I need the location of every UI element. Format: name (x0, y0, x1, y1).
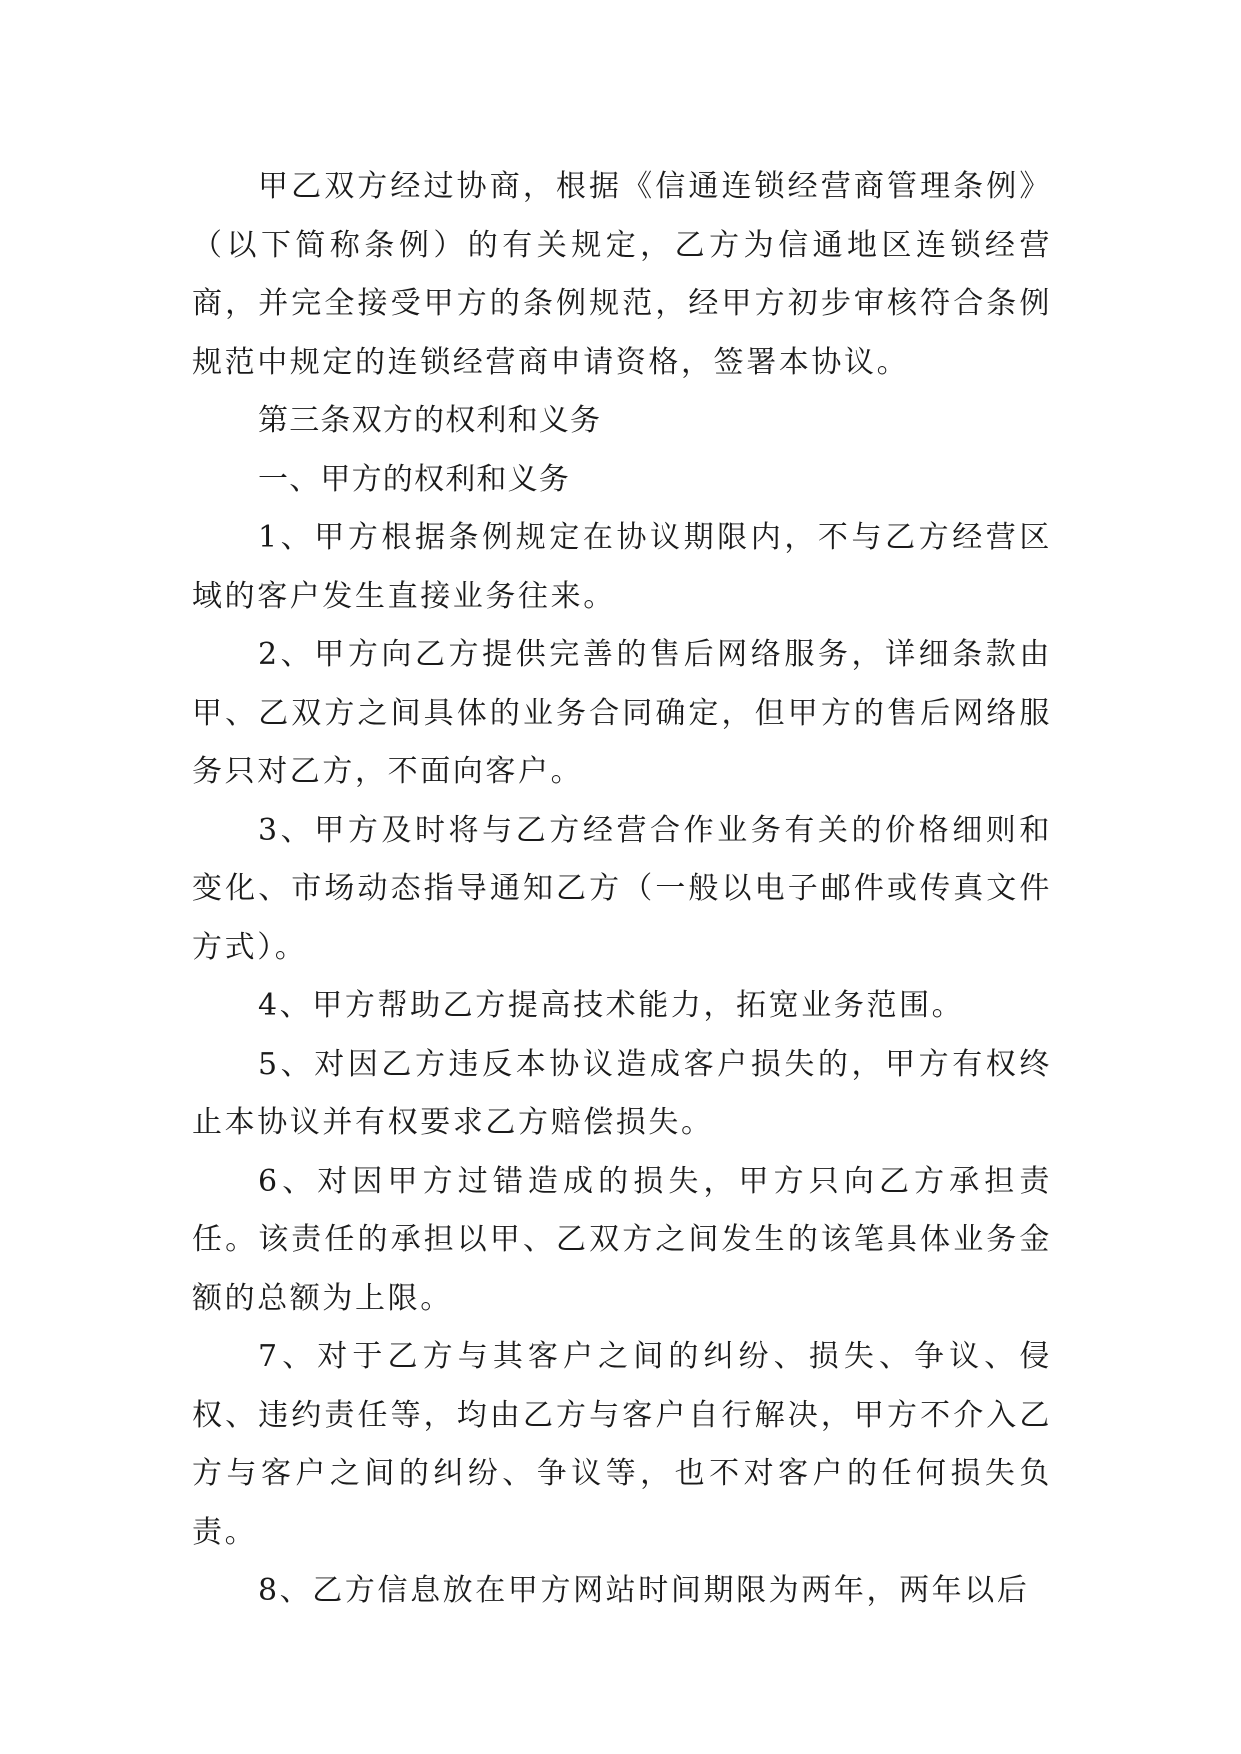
intro-paragraph: 甲乙双方经过协商，根据《信通连锁经营商管理条例》（以下简称条例）的有关规定，乙方为信通地区连锁经营商，并完全接受甲方的条例规范，经甲方初步审核符合条例规范中规定的连锁经营商申请资格，签署本协议。 (192, 169, 1052, 380)
clause-7: 7、对于乙方与其客户之间的纠纷、损失、争议、侵权、违约责任等，均由乙方与客户自行解决，甲方不介入乙方与客户之间的纠纷、争议等，也不对客户的任何损失负责。 (192, 1339, 1052, 1550)
clause-2: 2、甲方向乙方提供完善的售后网络服务，详细条款由甲、乙双方之间具体的业务合同确定，但甲方的售后网络服务只对乙方，不面向客户。 (192, 637, 1052, 789)
clause-1: 1、甲方根据条例规定在协议期限内，不与乙方经营区域的客户发生直接业务往来。 (192, 520, 1052, 614)
clause-8: 8、乙方信息放在甲方网站时间期限为两年，两年以后 (258, 1573, 1030, 1608)
clause-3: 3、甲方及时将与乙方经营合作业务有关的价格细则和变化、市场动态指导通知乙方（一般以电子邮件或传真文件方式）。 (192, 812, 1052, 965)
clause-6: 6、对因甲方过错造成的损失，甲方只向乙方承担责任。该责任的承担以甲、乙双方之间发生的该笔具体业务金额的总额为上限。 (192, 1163, 1052, 1316)
clause-4: 4、甲方帮助乙方提高技术能力，拓宽业务范围。 (258, 988, 965, 1023)
section-one-heading: 一、甲方的权利和义务 (258, 461, 570, 497)
document-body (192, 158, 1052, 1621)
clause-5: 5、对因乙方违反本协议造成客户损失的，甲方有权终止本协议并有权要求乙方赔偿损失。 (192, 1046, 1052, 1140)
article-three-heading: 第三条双方的权利和义务 (258, 403, 602, 438)
